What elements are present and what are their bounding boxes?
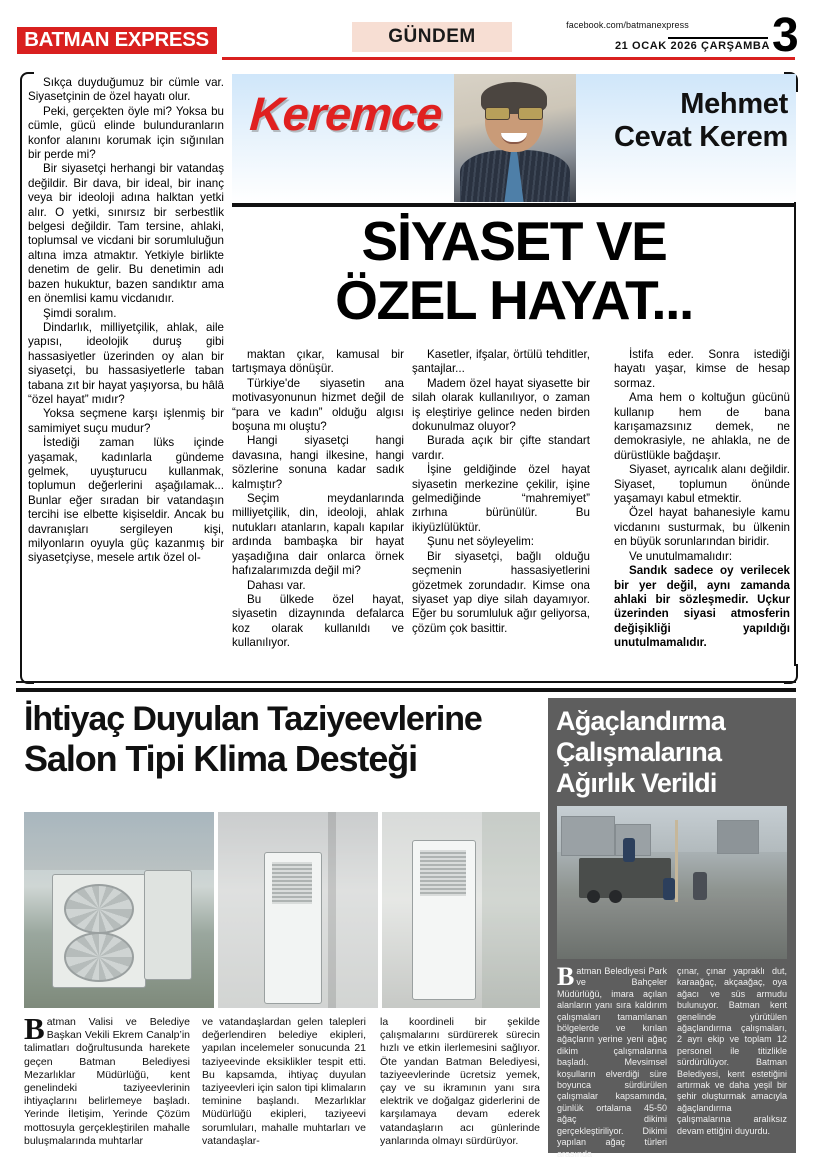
paragraph: Bir siyasetçi, bağlı olduğu seçmenin hassasiyetlerini gözetmek zorundadır. Kimse ona siyaset yap diye silah dayamıyor. Eğer bu sorumluluk ağır geliyorsa, çözüm çok basittir. (412, 549, 590, 635)
column-brand-logo: Keremce (248, 87, 444, 140)
paragraph: Ama hem o koltuğun gücünü kullanıp hem de bana karışamazsınız demek, ne demokrasiyle, ne ahlakla, ne de dürüstlükle bağdaşır. (614, 391, 790, 462)
drop-cap: B (24, 1011, 45, 1046)
masthead (0, 0, 815, 62)
column-headline (232, 212, 796, 330)
section-tag (352, 22, 512, 52)
article-column-4 (614, 348, 790, 651)
drop-cap: B (557, 962, 575, 991)
photo-worker (623, 838, 635, 862)
photo-sapling (675, 820, 678, 902)
indoor-portable-ac-photo (218, 812, 378, 1008)
story-left-headline-line1: İhtiyaç Duyulan Taziyeevlerine (24, 700, 482, 738)
paragraph: maktan çıkar, kamusal bir tartışmaya dönüşür. (232, 348, 404, 376)
paragraph: Peki, gerçekten öyle mi? Yoksa bu cümle, gücü elinde bulunduranların konfor alanını korumak için sığınılan bir perde mi? (28, 104, 224, 162)
columnist-header (232, 74, 796, 202)
story-left-headline[interactable] (24, 700, 540, 778)
photo-worker (693, 872, 707, 900)
newspaper-logo[interactable] (17, 27, 217, 54)
portable-ac-unit-photo (382, 812, 540, 1008)
story-left-text-2: ve vatandaşlardan gelen talepleri değerlendiren belediye ekipleri, yapılan incelemeler sonucunda 21 taziyeevinde eksiklikler tespit etti. Bu kapsamda, ihtiyaç duyulan taziyeevleri için salon tipi klimaların teminine başlandı. Mezarlıklar Müdürlüğü ekipleri, taziyeevi sorumluları, mahalle muhtarları ve vatandaşlar- (202, 1016, 366, 1147)
paragraph: Dahası var. (247, 578, 306, 592)
section-separator (16, 688, 796, 692)
paragraph: Bu ülkede özel hayat, siyasetin dizaynında defalarca koz olarak kullanıldı ve kullanılıyor. (232, 592, 404, 650)
paragraph: Dindarlık, milliyetçilik, ahlak, aile yapısı, ideolojik duruş gibi hassasiyetler üzerinden oy alan bir siyasetçi, bu hassasiyetlerle taban tabana zıt bir hayat yaşıyorsa, bu hâlâ “özel hayat” mıdır? (28, 320, 224, 406)
story-right-headline[interactable] (556, 706, 788, 799)
story-left-headline-line2: Salon Tipi Klima Desteği (24, 738, 418, 779)
column-headline-line1: SİYASET VE (361, 210, 667, 272)
eyeglasses-icon (485, 107, 543, 118)
story-right-headline-line2: Çalışmalarına (556, 737, 722, 767)
photo-road (557, 898, 787, 959)
paragraph: Ve unutulmamalıdır: (629, 549, 733, 563)
paragraph: Sıkça duyduğumuz bir cümle var. Siyasetçinin de özel hayatı olur. (28, 76, 224, 104)
story-left-body (24, 1011, 540, 1156)
story-left-text-3: la koordineli bir şekilde çalışmalarını sürdürerek sürecin hızlı ve etkin ilerlemesini sağlıyor. Öte yandan Batman Belediyesi, taziyeevlerinde ücretsiz yemek, çay ve su ikramının yanı sıra elektrik ve doğalgaz giderlerini de karşılamaya devam ederek vatandaşların acı günlerinde yanlarında olmayı sürdürüyor. (380, 1016, 540, 1147)
paragraph: Bir siyasetçi herhangi bir vatandaş değildir. Bir dava, bir ideal, bir inanç veya bir ideoloji adına halktan yetki alır. O yetki, sınırsız bir serbestlik belgesi değildir. Tam tersine, ahlaki, toplumsal ve vicdani bir sorumluluğun altına imza atmaktır. Yetkiyle birlikte denetim de gelir. Bu denetimin adı bazen hukuktur, bazen sandıktır ama en önemlisi kamu vicdanıdır. (28, 162, 224, 306)
newspaper-logo-text: BATMAN EXPRESS (24, 29, 210, 51)
paragraph: Kasetler, ifşalar, örtülü tehditler, şantajlar... (412, 348, 590, 376)
author-name (582, 88, 788, 154)
author-name-line2: Cevat Kerem (613, 121, 788, 153)
frame-edge-left (20, 88, 22, 666)
article-column-1 (28, 76, 224, 566)
story-right-headline-line3: Ağırlık Verildi (556, 768, 717, 798)
story-left-column-3 (380, 1016, 540, 1148)
story-left-text-1: atman Valisi ve Belediye Başkan Vekili Ekrem Canalp’in talimatları doğrultusunda harekete geçen Batman Belediyesi Mezarlıklar Müdürlüğü, kent genelindeki taziyeevlerinin ihtiyaçlarını belirlemeye başladı. Yerinde İletişim, Yerinde Çözüm mottosuyla gerçekleştirilen mahalle buluşmalarında muhtarlar (24, 1016, 190, 1147)
story-left-column-2 (202, 1016, 366, 1148)
story-right-text-1: atman Belediyesi Park ve Bahçeler Müdürlüğü, imara açılan alanların yanı sıra kaldırım çalışmaları tamamlanan bölgelerde ve kırılan ağaçların yerine yeni ağaç dikim çalışmalarına başladı. Mevsimsel koşulların elverdiği süre boyunca sürdürülen çalışmalar kapsamında, günlük ortalama 45-50 ağaç dikimi gerçekleştiriliyor. Dikimi yapılan ağaç türleri arasında (557, 966, 667, 1159)
paragraph: Siyaset, ayrıcalık alanı değildir. Siyaset, toplumun önünde yaşamayı kabul etmektir. (614, 463, 790, 506)
story-right-body (557, 962, 787, 1159)
photo-building (717, 820, 759, 854)
paragraph: İstediği zaman lüks içinde yaşamak, kadınlarla gündeme gelmek, uyuşturucu kullanmak, toplumun değerlerini aşağılamak... Bunlar eğer sıradan bir vatandaşın tercihi ise elbette kişiseldir. Ancak bu davranışları sergileyen kişi, milyonların oyuyla güç kazanmış bir siyasetçiyse, mesele artık özel ol- (28, 436, 224, 565)
story-right-panel (548, 698, 796, 1159)
paragraph: Madem özel hayat siyasette bir silah olarak kullanılıyor, o zaman iş eleştiriye gelince neden birden dokunulmaz oluyor? (412, 376, 590, 434)
paragraph: Yoksa seçmene karşı işlenmiş bir samimiyet suçu mudur? (28, 407, 224, 435)
photo-building (561, 816, 615, 856)
photo-worker (663, 878, 675, 900)
story-right-column-2 (677, 966, 787, 1137)
author-name-line1: Mehmet (680, 88, 788, 120)
page-number: 3 (772, 9, 799, 62)
section-separator-thin (16, 681, 796, 683)
article-column-2 (232, 348, 404, 651)
photo-truck-wheel (587, 890, 600, 903)
story-left-photo-strip (24, 812, 540, 1008)
paragraph: İşine geldiğinde özel hayat siyasetin merkezine çekilir, işine gelmediğinde “mahremiyet” zırhına bürünülür. Bu ikiyüzlülüktür. (412, 463, 590, 534)
column-headline-line2: ÖZEL HAYAT... (335, 269, 693, 331)
paragraph: İstifa eder. Sonra istediği hayatı yaşar, kimse de hesap sormaz. (614, 348, 790, 390)
story-left-column-1 (24, 1011, 190, 1148)
dateline: 21 OCAK 2026 ÇARŞAMBA (614, 40, 770, 52)
masthead-hairline (668, 37, 768, 39)
outdoor-condenser-units-photo (24, 812, 214, 1008)
paragraph: Şunu net söyleyelim: (427, 535, 534, 549)
paragraph: Özel hayat bahanesiyle kamu vicdanını susturmak, bu ülkenin en büyük sorunlarından biridir. (614, 506, 790, 549)
story-right-text-2: çınar, çınar yapraklı dut, karaağaç, akçaağaç, oya ağacı ve süs armudu bulunuyor. Batman kent genelinde yürütülen ağaçlandırma çalışmaları, 2 ayrı ekip ve toplam 12 personel ile titizlikle sürdürülüyor. Batman Belediyesi, kent estetiğini artırmak ve daha yeşil bir şehir oluşturmak amacıyla ağaçlandırma çalışmalarına aralıksız devam ettiğini duyurdu. (677, 966, 787, 1136)
story-right-headline-line1: Ağaçlandırma (556, 706, 725, 736)
columnist-header-rule (232, 203, 796, 207)
social-handle[interactable]: facebook.com/batmanexpress (566, 20, 689, 30)
paragraph: Seçim meydanlarında milliyetçilik, din, ideoloji, ahlak nutukları atanların, kapalı kapılar ardında bambaşka bir hayat yaşadığına dair onlarca örnek hafızalarımızda değil mi? (232, 492, 404, 578)
masthead-rule-right (500, 57, 795, 60)
author-photo (454, 74, 576, 202)
paragraph: Şimdi soralım. (43, 306, 117, 320)
paragraph: Türkiye'de siyasetin ana motivasyonunun hizmet değil de “para ve kadın” olduğu algısı boşuna mı oluştu? (232, 376, 404, 434)
paragraph: Hangi siyasetçi hangi davasına, hangi ilkesine, hangi sözlerine sonuna kadar sadık kalmıştır? (232, 434, 404, 491)
tree-planting-municipal-crew-photo (557, 806, 787, 959)
photo-truck-wheel (609, 890, 622, 903)
story-right-column-1 (557, 962, 667, 1160)
paragraph-emphasis: Sandık sadece oy verilecek bir yer değil, aynı zamanda ahlaki bir sözleşmedir. Uçkur üzerinden siyasi atmosferin değişikliği yapıldığı unutulmamalıdır. (614, 564, 790, 650)
section-tag-label: GÜNDEM (388, 26, 476, 47)
article-column-3 (412, 348, 590, 636)
paragraph: Burada açık bir çifte standart vardır. (412, 434, 590, 462)
